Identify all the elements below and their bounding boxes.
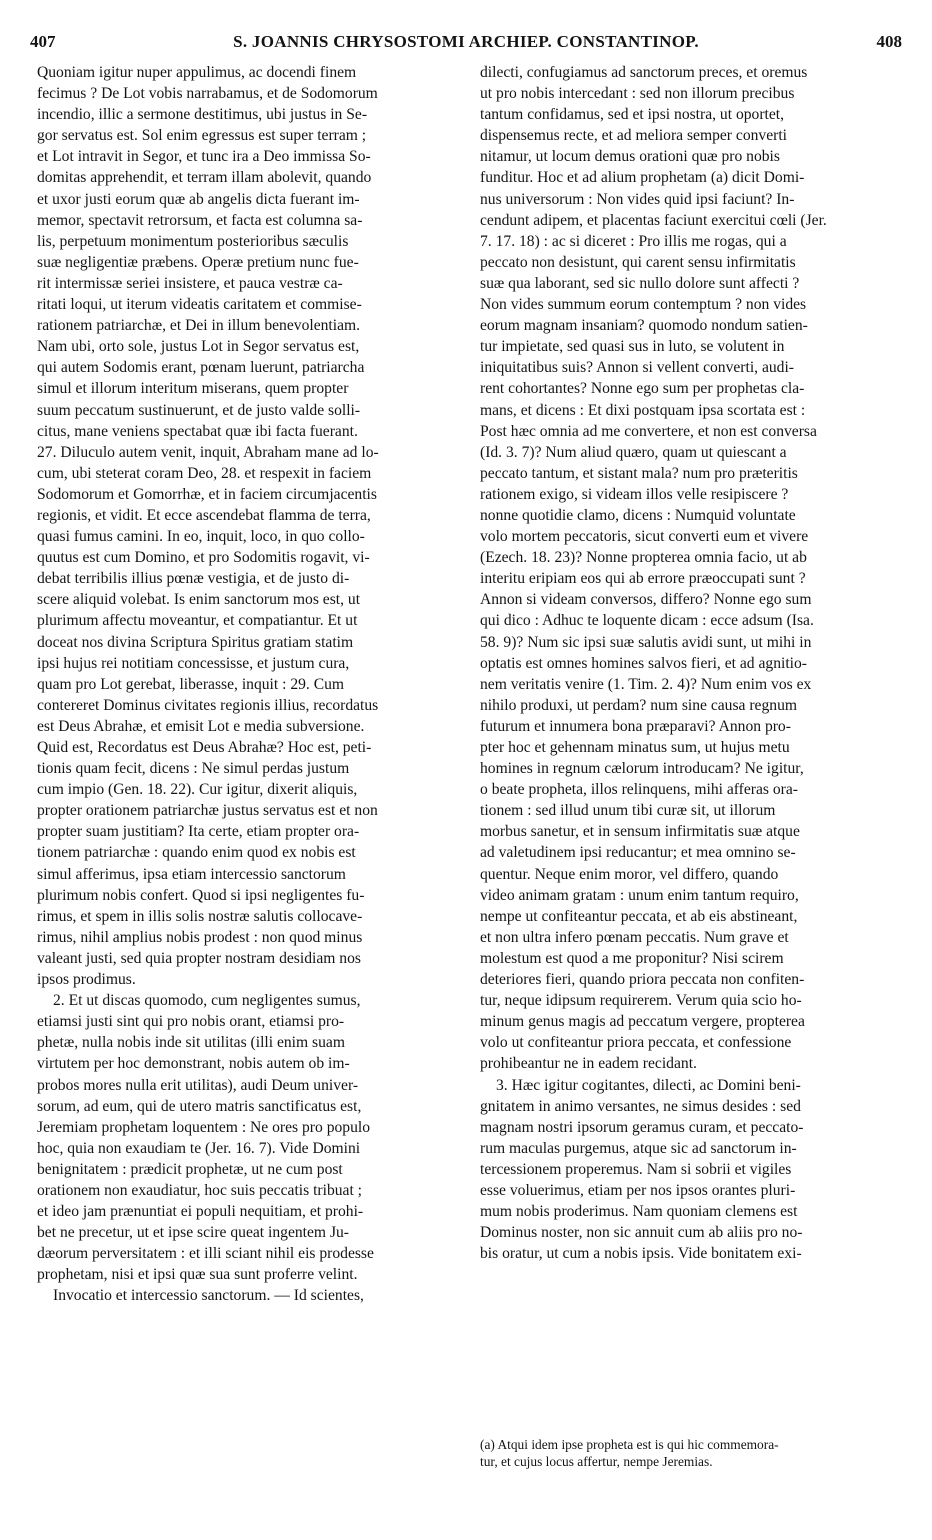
text-line: Quid est, Recordatus est Deus Abrahæ? Hoc est, peti- [37, 739, 372, 756]
text-line: rimus, nihil amplius nobis prodest : non quod minus [37, 928, 363, 946]
text-line: propter orationem patriarchæ justus servatus est et non [37, 802, 378, 820]
text-line: Post hæc omnia ad me convertere, et non est conversa [480, 422, 817, 440]
text-line: plurimum affectu moveantur, et compatiantur. Et ut [37, 612, 358, 630]
text-line: mum nobis proderimus. Nam quoniam clemens est [480, 1203, 798, 1221]
text-line: simul et illorum interitum miserans, quem propter [37, 380, 349, 398]
running-title: S. JOANNIS CHRYSOSTOMI ARCHIEP. CONSTANTINOP. [233, 32, 699, 51]
text-line: mans, et dicens : Et dixi postquam ipsa scortata est : [480, 401, 806, 419]
text-line: pter hoc et gehennam minatus sum, ut hujus metu [480, 739, 790, 756]
text-line: ritati loqui, ut iterum videatis caritatem et commise- [37, 296, 362, 314]
text-line: eorum magnam insaniam? quomodo nondum satien- [480, 317, 808, 335]
text-line: etiamsi justi sint qui pro nobis orant, etiamsi pro- [37, 1013, 345, 1031]
text-line: contereret Dominus civitates regionis illius, recordatus [37, 696, 379, 714]
footnote [480, 1436, 890, 1470]
text-line: iniquitatibus suis? Annon si vellent converti, audi- [480, 359, 794, 377]
text-line: suum peccatum sustinuerunt, et de justo valde solli- [37, 401, 361, 419]
text-line: dæorum perversitatem : et illi sciant nihil eis prodesse [37, 1245, 374, 1263]
text-line: ipsos prodimus. [37, 971, 136, 989]
text-line: magnam nostri ipsorum geramus curam, et peccato- [480, 1118, 804, 1136]
text-line: tionem : sed illud unum tibi curæ sit, ut illorum [480, 802, 776, 820]
text-line: tionis quam fecit, dicens : Ne simul perdas justum [37, 760, 350, 778]
text-line: rationem patriarchæ, et Dei in illum benevolentiam. [37, 317, 361, 335]
text-line: Jeremiam prophetam loquentem : Ne ores pro populo [37, 1118, 371, 1136]
text-line: interitu eripiam eos qui ab errore præoccupati sunt ? [480, 570, 806, 588]
text-line: Non vides summum eorum contemptum ? non vides [480, 296, 807, 314]
text-line: sorum, ad eum, qui de utero matris sanctificatus est, [37, 1097, 362, 1115]
text-line: cendunt adipem, et placentas faciunt exercitui cœli (Jer. [480, 211, 827, 229]
text-line: homines in regnum cælorum introducam? Ne igitur, [480, 760, 804, 778]
text-line: volo mortem peccatoris, sicut converti eum et vivere [480, 528, 809, 546]
text-line: Quoniam igitur nuper appulimus, ac docendi finem [37, 64, 357, 81]
text-line: nus universorum : Non vides quid ipsi faciunt? In- [480, 190, 795, 208]
running-header [30, 32, 902, 56]
text-line: peccato tantum, et sistant mala? num pro præteritis [480, 464, 798, 482]
text-line: citus, mane veniens spectabat quæ ibi facta fuerant. [37, 422, 358, 440]
text-line: prophetam, nisi et ipsi quæ sua sunt proferre velint. [37, 1266, 358, 1284]
text-line: suæ qua laborant, sed sic nullo dolore sunt affecti ? [480, 274, 800, 292]
text-line: ad valetudinem ipsi reducantur; et mea omnino se- [480, 844, 796, 862]
text-line: video animam gratam : unum enim tantum requiro, [480, 886, 799, 904]
text-line: plurimum nobis confert. Quod si ipsi negligentes fu- [37, 886, 365, 904]
text-line: cum, ubi steterat coram Deo, 28. et respexit in faciem [37, 464, 372, 482]
right-column [480, 62, 890, 1264]
text-line: nitamur, ut locum demus orationi quæ pro nobis [480, 148, 780, 166]
text-line: Sodomorum et Gomorrhæ, et in faciem circumjacentis [37, 485, 377, 503]
text-line: dilecti, confugiamus ad sanctorum preces, et oremus [480, 64, 808, 81]
text-line: gnitatem in animo versantes, ne simus desides : sed [480, 1097, 801, 1115]
text-line: memor, spectavit retrorsum, et facta est columna sa- [37, 211, 363, 229]
text-line: rent cohortantes? Nonne ego sum per prophetas cla- [480, 380, 805, 398]
text-line: prohibeantur ne in eadem recidant. [480, 1055, 697, 1073]
text-line: 2. Et ut discas quomodo, cum negligentes sumus, [53, 992, 361, 1010]
text-line: 3. Hæc igitur cogitantes, dilecti, ac Domini beni- [496, 1076, 801, 1094]
text-line: rum maculas purgemus, atque sic ad sanctorum in- [480, 1139, 797, 1157]
text-line: tur, neque idipsum requirerem. Verum quia scio ho- [480, 992, 802, 1010]
text-line: cum impio (Gen. 18. 22). Cur igitur, dixerit aliquis, [37, 781, 358, 799]
text-line: virtutem per hoc demonstrant, nobis autem ob im- [37, 1055, 350, 1073]
text-line: morbus sanetur, et in sensum infirmitatis suæ atque [480, 823, 800, 841]
text-line: deteriores fieri, quando priora peccata non confiten- [480, 971, 805, 989]
text-line: quasi fumus camini. In eo, inquit, loco, in quo collo- [37, 528, 365, 546]
page-number-right: 408 [876, 32, 902, 51]
text-line: fecimus ? De Lot vobis narrabamus, et de Sodomorum [37, 85, 378, 103]
text-line: rit intermissæ seriei insistere, et pauca vestræ ca- [37, 274, 343, 292]
text-line: Annon si videam conversos, differo? Nonne ego sum [480, 591, 812, 609]
text-line: optatis est omnes homines salvos fieri, et ad agnitio- [480, 654, 807, 672]
text-line: 58. 9)? Num sic ipsi suæ salutis avidi sunt, ut mihi in [480, 633, 812, 651]
text-line: (Id. 3. 7)? Num aliud quæro, quam ut quiescant a [480, 443, 787, 461]
text-line: (a) Atqui idem ipse propheta est is qui hic commemora- [480, 1437, 779, 1452]
text-line: bet ne precetur, ut et ipse scire queat ingentem Ju- [37, 1224, 349, 1242]
text-line: rationem exigo, si videam illos velle resipiscere ? [480, 485, 789, 503]
text-line: benignitatem : prædicit prophetæ, ut ne cum post [37, 1160, 343, 1178]
text-line: quentur. Neque enim moror, vel differo, quando [480, 865, 779, 883]
text-line: et non ultra infero pœnam peccatis. Num grave et [480, 928, 789, 946]
text-line: Invocatio et intercessio sanctorum. — Id scientes, [53, 1287, 364, 1305]
text-line: rimus, et spem in illis solis nostræ salutis collocave- [37, 907, 363, 925]
text-line: bis oratur, ut cum a nobis ipsis. Vide bonitatem exi- [480, 1245, 802, 1263]
text-line: et ideo jam prænuntiat ei populi nequitiam, et prohi- [37, 1203, 364, 1221]
text-line: qui autem Sodomis erant, pœnam luerunt, patriarcha [37, 359, 365, 377]
text-line: ut pro nobis intercedant : sed non illorum precibus [480, 85, 795, 103]
text-line: tantum confidamus, sed et ipsi nostra, ut oportet, [480, 106, 785, 124]
text-line: funditur. Hoc et ad alium prophetam (a) dicit Domi- [480, 169, 805, 187]
text-line: nem veritatis venire (1. Tim. 2. 4)? Num enim vos ex [480, 675, 812, 693]
text-line: probos mores nulla erit utilitas), audi Deum univer- [37, 1076, 359, 1094]
text-line: debat terribilis illius pœnæ vestigia, et de justo di- [37, 570, 350, 588]
text-line: regionis, et vidit. Et ecce ascendebat flamma de terra, [37, 506, 371, 524]
text-line: tur impietate, sed quasi sus in luto, se volutent in [480, 338, 785, 356]
text-line: propter suam justitiam? Ita certe, etiam propter ora- [37, 823, 360, 841]
text-line: volo ut confiteantur priora peccata, et confessione [480, 1034, 792, 1052]
text-line: tercessionem properemus. Nam si sobrii et vigiles [480, 1160, 792, 1178]
text-line: scere aliquid volebat. Is enim sanctorum mos est, ut [37, 591, 361, 609]
text-line: nonne quotidie clamo, dicens : Numquid voluntate [480, 506, 796, 524]
text-line: phetæ, nulla nobis inde sit utilitas (illi enim suam [37, 1034, 345, 1052]
text-line: esse voluerimus, etiam per nos ipsos orantes pluri- [480, 1181, 796, 1199]
text-line: domitas apprehendit, et terram illam abolevit, quando [37, 169, 372, 187]
text-line: Nam ubi, orto sole, justus Lot in Segor servatus est, [37, 338, 360, 356]
text-line: et Lot intravit in Segor, et tunc ira a Deo immissa So- [37, 148, 371, 166]
text-line: molestum est quod a me proponitur? Nisi scirem [480, 949, 784, 967]
text-line: (Ezech. 18. 23)? Nonne propterea omnia facio, ut ab [480, 549, 807, 567]
text-line: nempe ut confiteantur peccata, et ab eis abstineant, [480, 907, 798, 925]
text-line: simul afferimus, ipsa etiam intercessio sanctorum [37, 865, 346, 883]
left-column [37, 62, 447, 1307]
text-line: futurum et innumera bona præparavi? Annon pro- [480, 717, 791, 735]
text-line: nihilo produxi, ut perdam? num sine causa regnum [480, 696, 797, 714]
text-line: tionem patriarchæ : quando enim quod ex nobis est [37, 844, 356, 862]
text-line: incendio, illic a sermone destitimus, ubi justus in Se- [37, 106, 368, 124]
page-number-left: 407 [30, 32, 56, 51]
text-line: Dominus noster, non sic annuit cum ab aliis pro no- [480, 1224, 803, 1242]
text-line: gor servatus est. Sol enim egressus est super terram ; [37, 127, 367, 145]
text-line: doceat nos divina Scriptura Spiritus gratiam statim [37, 633, 354, 651]
text-line: quam pro Lot gerebat, liberasse, inquit : 29. Cum [37, 675, 345, 693]
text-line: quutus est cum Domino, et pro Sodomitis rogavit, vi- [37, 549, 370, 567]
text-line: et uxor justi eorum quæ ab angelis dicta fuerant im- [37, 190, 360, 208]
text-line: tur, et cujus locus affertur, nempe Jeremias. [480, 1454, 713, 1469]
text-line: ipsi hujus rei notitiam concessisse, et justum cura, [37, 654, 350, 672]
text-line: 7. 17. 18) : ac si diceret : Pro illis me rogas, qui a [480, 232, 787, 250]
text-line: suæ negligentiæ præbens. Operæ pretium nunc fue- [37, 253, 359, 271]
text-line: 27. Diluculo autem venit, inquit, Abraham mane ad lo- [37, 443, 379, 461]
text-line: hoc, quia non exaudiam te (Jer. 16. 7). Vide Domini [37, 1139, 361, 1157]
text-line: valeant justi, sed quia propter nostram desidiam nos [37, 949, 361, 967]
text-line: qui dico : Adhuc te loquente dicam : ecce adsum (Isa. [480, 612, 814, 630]
text-line: lis, perpetuum monimentum posterioribus sæculis [37, 232, 349, 250]
text-line: peccato non desistunt, qui carent sensu infirmitatis [480, 253, 796, 271]
text-line: orationem non exaudiatur, hoc suis peccatis tribuat ; [37, 1181, 363, 1199]
text-line: dispensemus recte, et ad meliora semper converti [480, 127, 787, 145]
text-line: o beate propheta, illos relinquens, mihi afferas ora- [480, 781, 798, 799]
text-line: minum genus magis ad peccatum vergere, propterea [480, 1013, 805, 1031]
text-line: est Deus Abrahæ, et emisit Lot e media subversione. [37, 717, 365, 735]
